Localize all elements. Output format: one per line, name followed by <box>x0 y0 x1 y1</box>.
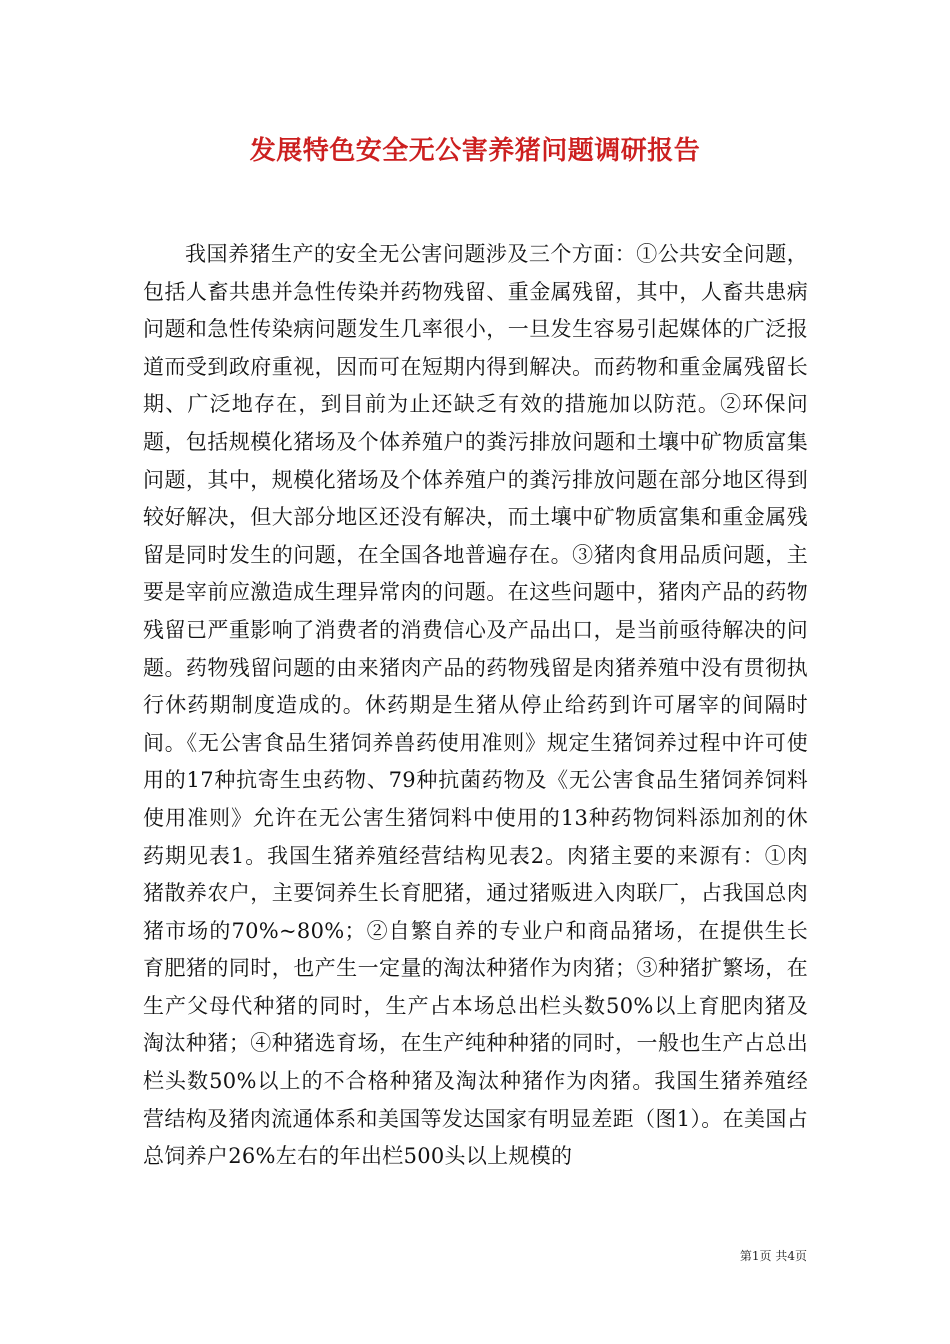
body-paragraph: 我国养猪生产的安全无公害问题涉及三个方面：①公共安全问题，包括人畜共患并急性传染并药物残留、重金属残留，其中，人畜共患病问题和急性传染病问题发生几率很小，一旦发生容易引起媒体的广泛报道而受到政府重视，因而可在短期内得到解决。而药物和重金属残留长期、广泛地存在，到目前为止还缺乏有效的措施加以防范。②环保问题，包括规模化猪场及个体养殖户的粪污排放问题和土壤中矿物质富集问题，其中，规模化猪场及个体养殖户的粪污排放问题在部分地区得到较好解决，但大部分地区还没有解决，而土壤中矿物质富集和重金属残留是同时发生的问题，在全国各地普遍存在。③猪肉食用品质问题，主要是宰前应激造成生理异常肉的问题。在这些问题中，猪肉产品的药物残留已严重影响了消费者的消费信心及产品出口，是当前亟待解决的问题。药物残留问题的由来猪肉产品的药物残留是肉猪养殖中没有贯彻执行休药期制度造成的。休药期是生猪从停止给药到许可屠宰的间隔时间。《无公害食品生猪饲养兽药使用准则》规定生猪饲养过程中许可使用的17种抗寄生虫药物、79种抗菌药物及《无公害食品生猪饲养饲料使用准则》允许在无公害生猪饲料中使用的13种药物饲料添加剂的休药期见表1。我国生猪养殖经营结构见表2。肉猪主要的来源有：①肉猪散养农户，主要饲养生长育肥猪，通过猪贩进入肉联厂，占我国总肉猪市场的70%~80%；②自繁自养的专业户和商品猪场，在提供生长育肥猪的同时，也产生一定量的淘汰种猪作为肉猪；③种猪扩繁场，在生产父母代种猪的同时，生产占本场总出栏头数50%以上育肥肉猪及淘汰种猪；④种猪选育场，在生产纯种种猪的同时，一般也生产占总出栏头数50%以上的不合格种猪及淘汰种猪作为肉猪。我国生猪养殖经营结构及猪肉流通体系和美国等发达国家有明显差距（图1）。在美国占总饲养户26%左右的年出栏500头以上规模的 <box>143 242 808 1169</box>
document-title: 发展特色安全无公害养猪问题调研报告 <box>249 136 701 166</box>
page-number-footer: 第1页 共4页 <box>739 1249 807 1263</box>
